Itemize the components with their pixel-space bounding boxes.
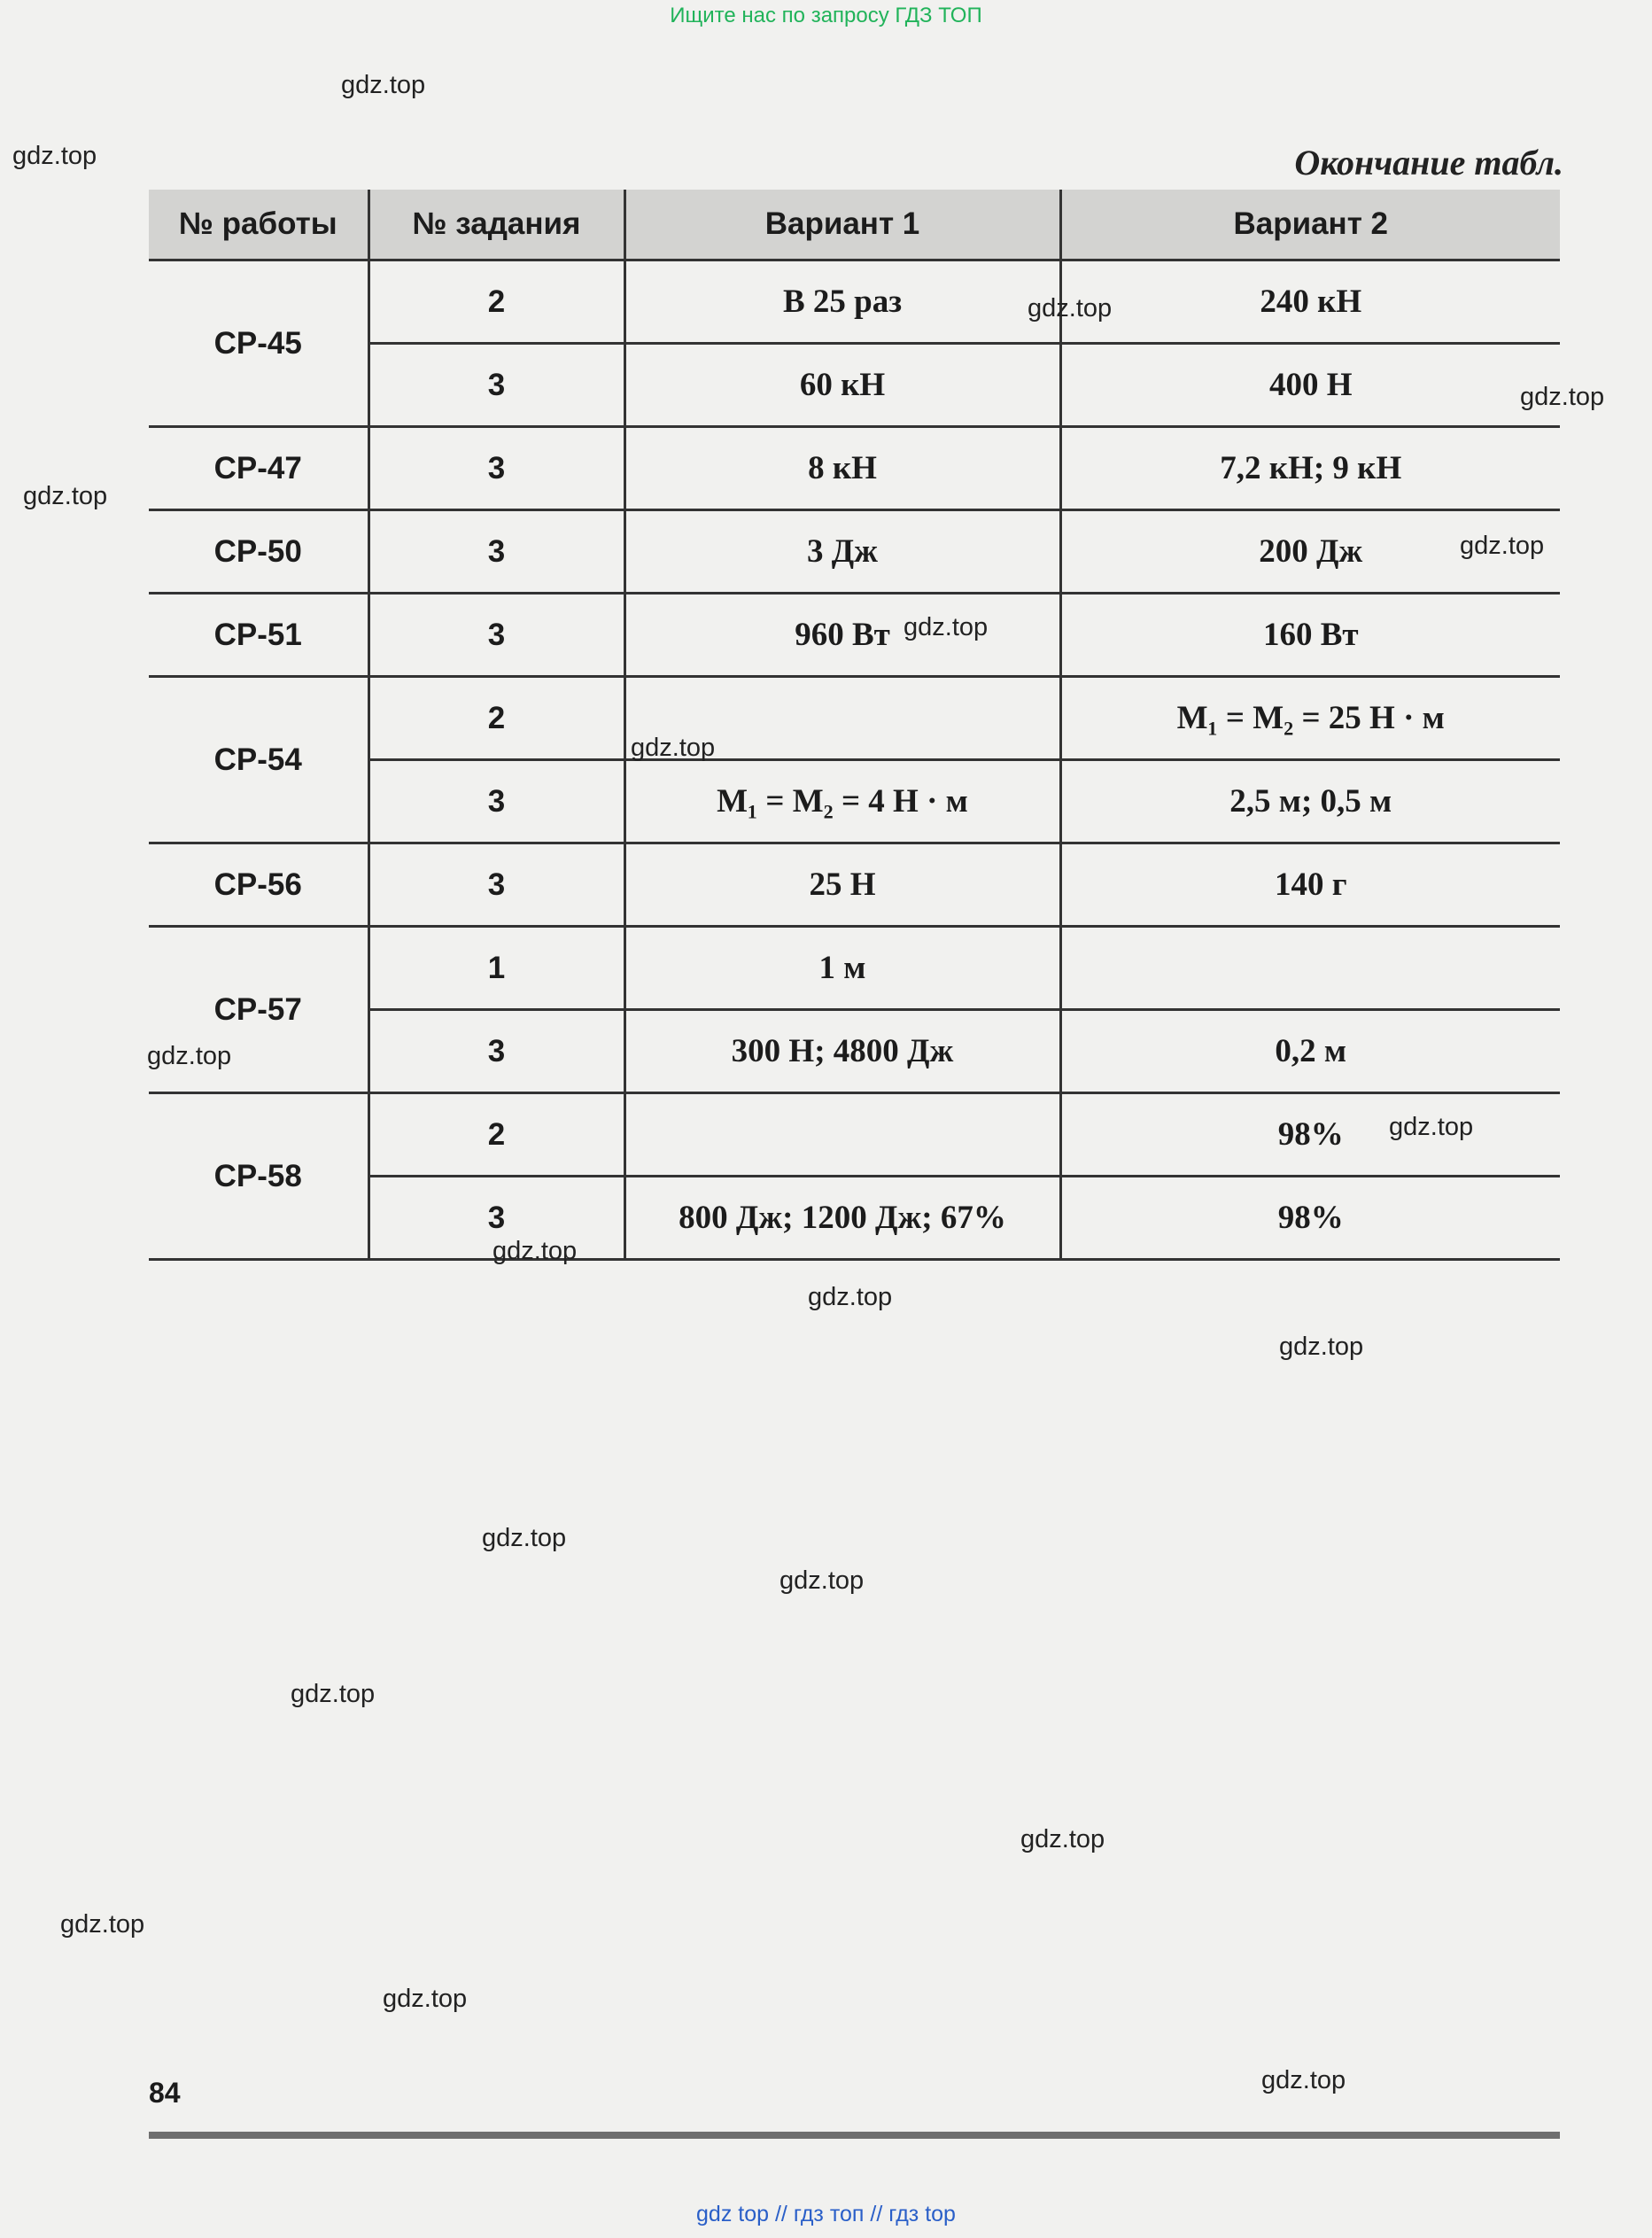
answers-table: [149, 190, 1560, 1261]
watermark: gdz.top: [1460, 532, 1545, 560]
work-cell: СР-47: [149, 427, 368, 510]
task-cell: 3: [368, 427, 624, 510]
top-banner[interactable]: Ищите нас по запросу ГДЗ ТОП: [670, 4, 982, 27]
table-row: [149, 927, 1560, 1010]
variant-2-cell: 400 Н: [1060, 344, 1560, 427]
header-task-number: № задания: [368, 190, 624, 260]
variant-2-cell: 200 Дж: [1060, 510, 1560, 594]
watermark: gdz.top: [482, 1524, 567, 1552]
table-row: [149, 1093, 1560, 1177]
variant-1-cell: 800 Дж; 1200 Дж; 67%: [624, 1177, 1060, 1260]
bottom-divider: [149, 2132, 1560, 2139]
variant-2-cell: 0,2 м: [1060, 1010, 1560, 1093]
watermark: gdz.top: [779, 1566, 865, 1595]
variant-1-cell: В 25 раз: [624, 260, 1060, 344]
watermark: gdz.top: [1279, 1333, 1364, 1361]
variant-2-cell: 98%: [1060, 1177, 1560, 1260]
table-row: [149, 677, 1560, 760]
variant-1-cell: 25 Н: [624, 843, 1060, 927]
variant-2-cell: [1060, 927, 1560, 1010]
header-variant-1: Вариант 1: [624, 190, 1060, 260]
work-cell: СР-51: [149, 594, 368, 677]
variant-2-cell: 140 г: [1060, 843, 1560, 927]
variant-1-cell: 8 кН: [624, 427, 1060, 510]
table-continuation-title: Окончание табл.: [1294, 143, 1563, 183]
watermark: gdz.top: [147, 1042, 232, 1070]
footer-links[interactable]: gdz top // гдз топ // гдз top: [696, 2202, 956, 2226]
variant-2-cell: 240 кН: [1060, 260, 1560, 344]
variant-2-cell: M₁ = M₂ = 25 Н · м: [1060, 677, 1560, 760]
watermark: gdz.top: [808, 1283, 893, 1311]
table-row: [149, 843, 1560, 927]
table-header-row: [149, 190, 1560, 260]
table-row: [149, 427, 1560, 510]
task-cell: 3: [368, 1177, 624, 1260]
task-cell: 3: [368, 344, 624, 427]
work-cell: СР-45: [149, 260, 368, 427]
task-cell: 2: [368, 677, 624, 760]
task-cell: 1: [368, 927, 624, 1010]
watermark: gdz.top: [1389, 1113, 1474, 1141]
watermark: gdz.top: [631, 734, 716, 762]
watermark: gdz.top: [904, 613, 989, 641]
work-cell: СР-58: [149, 1093, 368, 1260]
variant-1-cell: 1 м: [624, 927, 1060, 1010]
variant-2-cell: 160 Вт: [1060, 594, 1560, 677]
table-row: [149, 510, 1560, 594]
watermark: gdz.top: [1520, 383, 1605, 411]
work-cell: СР-50: [149, 510, 368, 594]
variant-2-cell: 98%: [1060, 1093, 1560, 1177]
watermark: gdz.top: [1020, 1825, 1105, 1853]
watermark: gdz.top: [60, 1910, 145, 1939]
task-cell: 3: [368, 843, 624, 927]
variant-2-cell: 2,5 м; 0,5 м: [1060, 760, 1560, 843]
watermark: gdz.top: [291, 1680, 376, 1708]
watermark: gdz.top: [23, 482, 108, 510]
watermark: gdz.top: [1261, 2066, 1346, 2094]
variant-1-cell: 3 Дж: [624, 510, 1060, 594]
variant-1-cell: 60 кН: [624, 344, 1060, 427]
watermark: gdz.top: [12, 142, 97, 170]
variant-1-cell: M₁ = M₂ = 4 Н · м: [624, 760, 1060, 843]
variant-1-cell: [624, 1093, 1060, 1177]
variant-2-cell: 7,2 кН; 9 кН: [1060, 427, 1560, 510]
task-cell: 3: [368, 1010, 624, 1093]
watermark: gdz.top: [492, 1237, 578, 1265]
work-cell: СР-57: [149, 927, 368, 1093]
variant-1-cell: 960 Вт: [624, 594, 1060, 677]
watermark: gdz.top: [383, 1985, 468, 2013]
table-row: [149, 260, 1560, 344]
task-cell: 3: [368, 594, 624, 677]
task-cell: 2: [368, 1093, 624, 1177]
work-cell: СР-56: [149, 843, 368, 927]
variant-1-cell: 300 Н; 4800 Дж: [624, 1010, 1060, 1093]
page-number: 84: [149, 2077, 181, 2109]
watermark: gdz.top: [1028, 294, 1113, 322]
header-work-number: № работы: [149, 190, 368, 260]
task-cell: 3: [368, 760, 624, 843]
task-cell: 2: [368, 260, 624, 344]
task-cell: 3: [368, 510, 624, 594]
watermark: gdz.top: [341, 71, 426, 99]
table-row: [149, 594, 1560, 677]
work-cell: СР-54: [149, 677, 368, 843]
header-variant-2: Вариант 2: [1060, 190, 1560, 260]
